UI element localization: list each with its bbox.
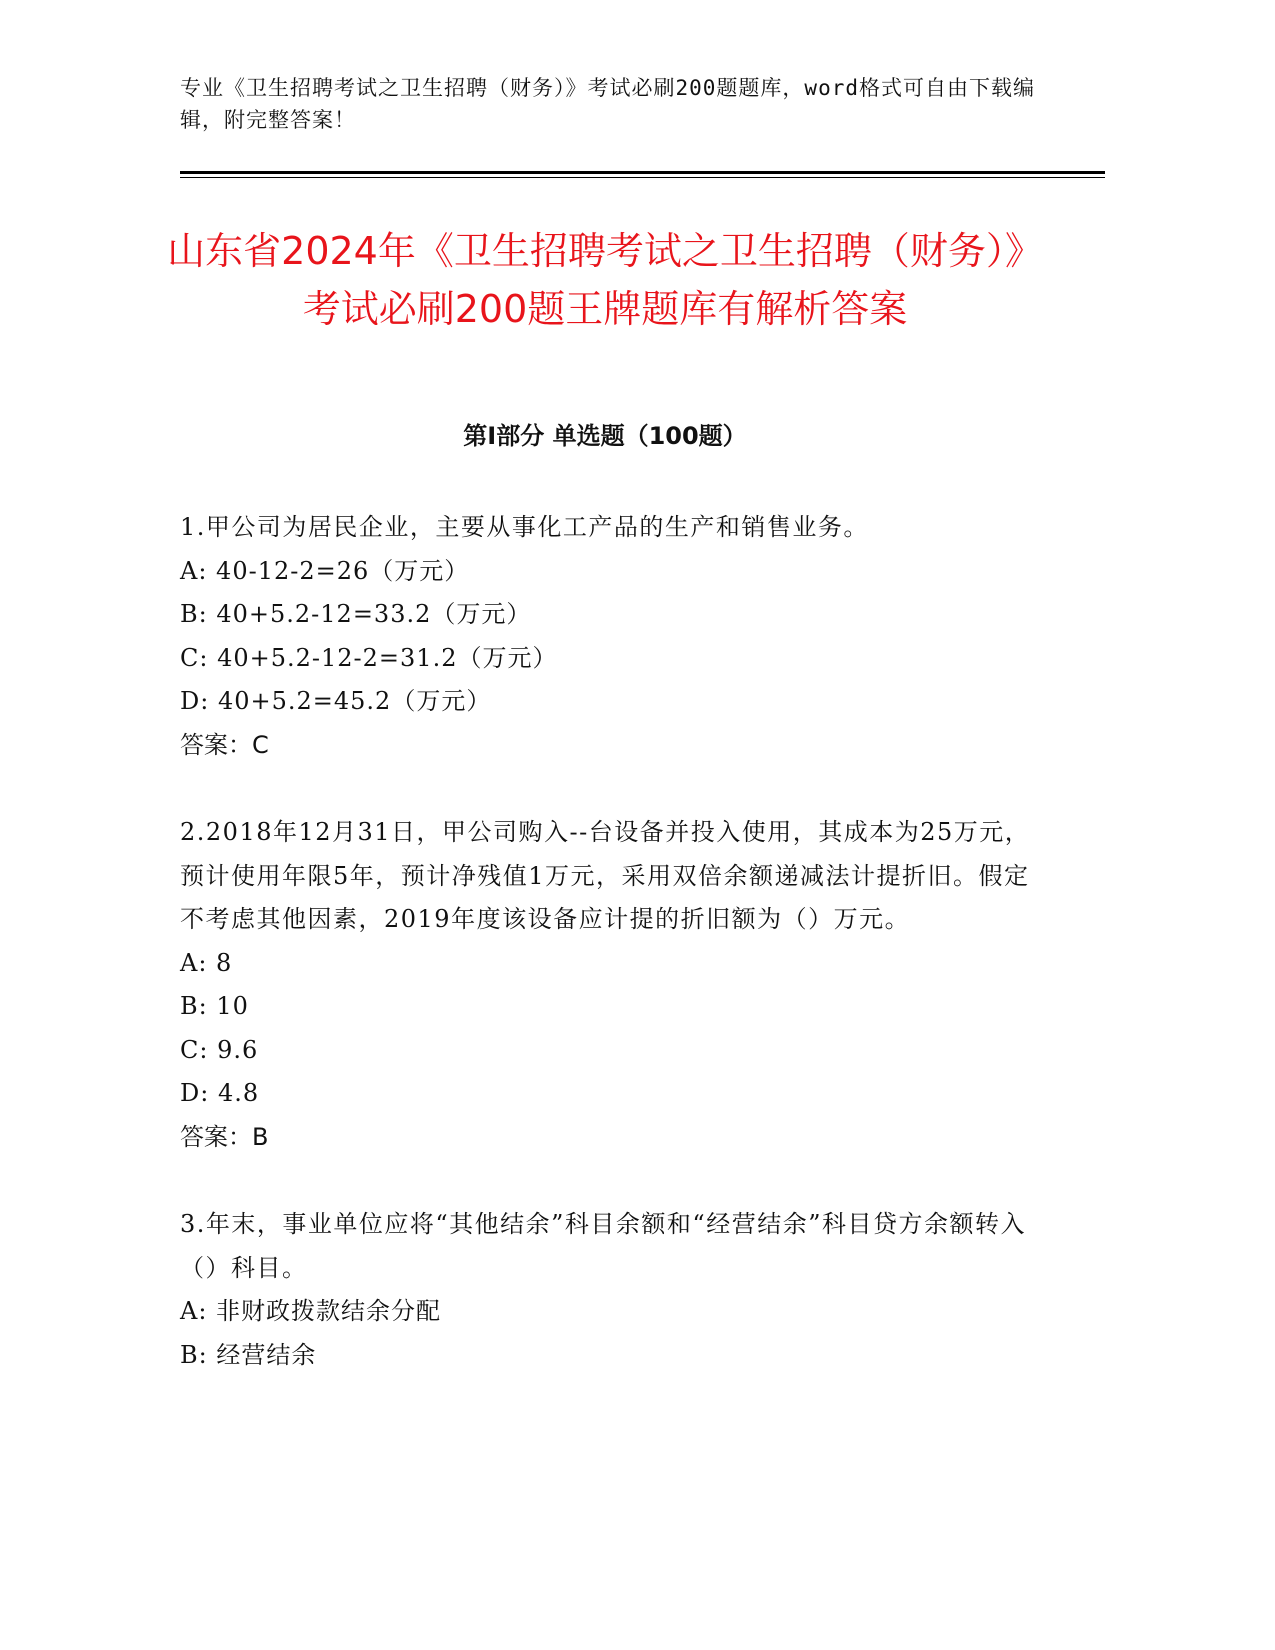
question-list [180, 506, 1040, 1421]
option-c: C: 9.6 [180, 1035, 259, 1064]
question-stem: 1.甲公司为居民企业，主要从事化工产品的生产和销售业务。 [180, 513, 869, 541]
header-divider-thin [180, 177, 1105, 178]
question-stem: 2.2018年12月31日，甲公司购入--台设备并投入使用，其成本为25万元，预计使用年限5年，预计净残值1万元，采用双倍余额递减法计提折旧。假定不考虑其他因素，2019年度该设备应计提的折旧额为（）万元。 [180, 818, 1031, 933]
option-b: B: 40+5.2-12=33.2（万元） [180, 600, 532, 628]
question-1 [180, 506, 1040, 767]
option-c: C: 40+5.2-12-2=31.2（万元） [180, 643, 558, 672]
option-b: B: 经营结余 [180, 1340, 317, 1369]
option-b: B: 10 [180, 992, 249, 1020]
section-heading: 第I部分 单选题（100题） [463, 422, 747, 450]
answer-label: 答案：C [180, 730, 269, 759]
question-2 [180, 811, 1040, 1159]
option-a: A: 非财政拨款结余分配 [180, 1297, 442, 1325]
header-note: 专业《卫生招聘考试之卫生招聘（财务）》考试必刷200题题库，word格式可自由下载编辑，附完整答案！ [180, 76, 1035, 132]
option-a: A: 40-12-2=26（万元） [180, 556, 470, 585]
header-divider-thick [180, 171, 1105, 174]
option-d: D: 4.8 [180, 1079, 260, 1107]
option-a: A: 8 [180, 948, 233, 977]
question-3 [180, 1203, 1040, 1377]
option-d: D: 40+5.2=45.2（万元） [180, 687, 492, 715]
document-title: 山东省2024年《卫生招聘考试之卫生招聘（财务）》考试必刷200题王牌题库有解析答案 [167, 229, 1043, 331]
answer-label: 答案：B [180, 1122, 269, 1151]
question-stem: 3.年末，事业单位应将“其他结余”科目余额和“经营结余”科目贷方余额转入（）科目。 [180, 1210, 1026, 1282]
